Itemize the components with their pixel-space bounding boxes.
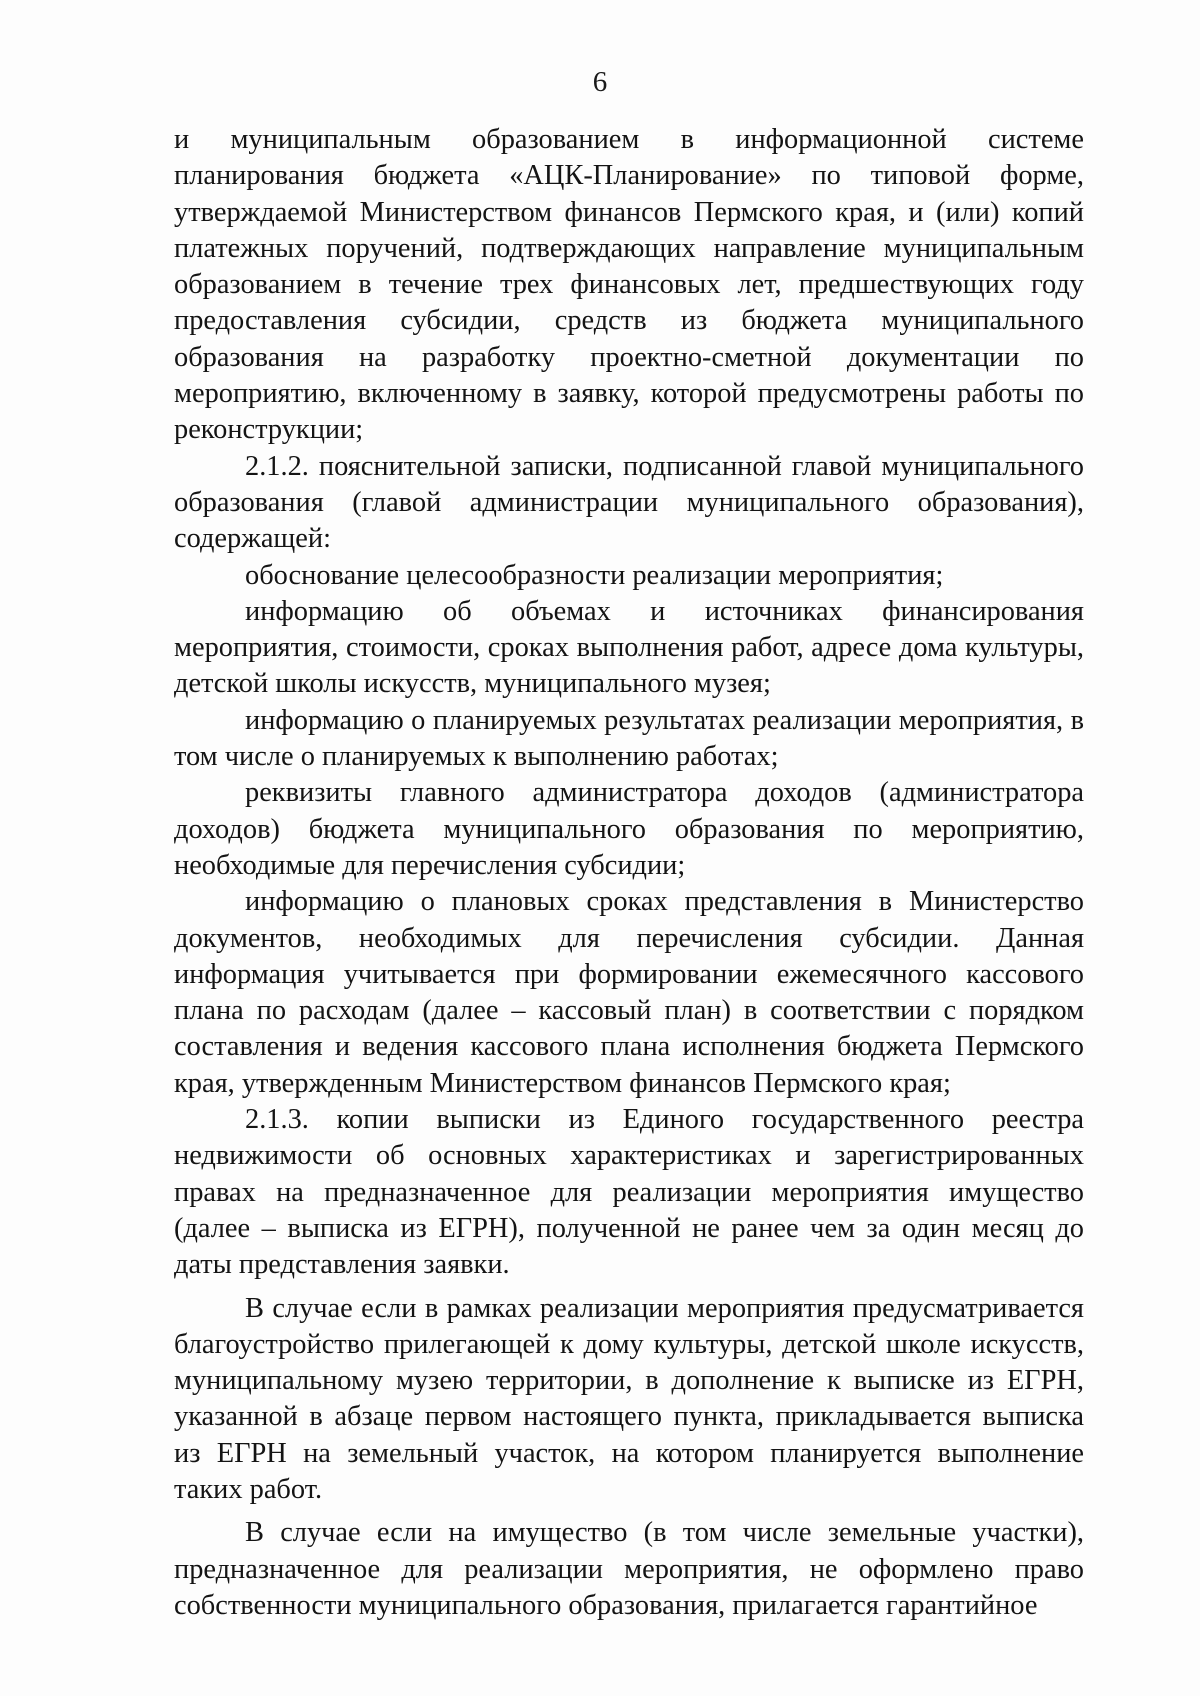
paragraph-schedule-info: информацию о плановых сроках представления в Министерство документов, необходимых для перечисления субсидии. Данная информация учитывается при формировании ежемесячного кассового плана по расходам (далее – кассовый план) в соответствии с порядком составления и ведения кассового плана исполнения бюджета Пермского края, утвержденным Министерством финансов Пермского края; — [174, 886, 1084, 1099]
paragraph-2-1-2: 2.1.2. пояснительной записки, подписанной главой муниципального образования (главой администрации муниципального образования), содержащей: — [174, 450, 1084, 555]
paragraph-ownership-case: В случае если на имущество (в том числе земельные участки), предназначенное для реализации мероприятия, не оформлено право собственности муниципального образования, прилагается гарантийное — [174, 1517, 1084, 1621]
paragraph-landscaping-case: В случае если в рамках реализации мероприятия предусматривается благоустройство прилегающей к дому культуры, детской школе искусств, муниципальному музею территории, в дополнение к выписке из ЕГРН, указанной в абзаце первом настоящего пункта, прикладывается выписка из ЕГРН на земельный участок, на котором планируется выполнение таких работ. — [174, 1292, 1084, 1505]
paragraph-planned-results: информацию о планируемых результатах реализации мероприятия, в том числе о планируемых к выполнению работах; — [174, 704, 1084, 773]
paragraph-financing-info: информацию об объемах и источниках финансирования мероприятия, стоимости, сроках выполнения работ, адресе дома культуры, детской школы искусств, муниципального музея; — [174, 595, 1084, 700]
paragraph-justification: обоснование целесообразности реализации мероприятия; — [245, 559, 944, 591]
document-body — [174, 122, 1084, 1624]
paragraph-continuation: и муниципальным образованием в информационной системе планирования бюджета «АЦК-Планирование» по типовой форме, утверждаемой Министерством финансов Пермского края, и (или) копий платежных поручений, подтверждающих направление муниципальным образованием в течение трех финансовых лет, предшествующих году предоставления субсидии, средств из бюджета муниципального образования на разработку проектно-сметной документации по мероприятию, включенному в заявку, которой предусмотрены работы по реконструкции; — [174, 124, 1084, 446]
paragraph-2-1-3: 2.1.3. копии выписки из Единого государственного реестра недвижимости об основных характеристиках и зарегистрированных правах на предназначенное для реализации мероприятия имущество (далее – выписка из ЕГРН), полученной не ранее чем за один месяц до даты представления заявки. — [174, 1104, 1084, 1281]
page-number: 6 — [592, 66, 608, 98]
paragraph-administrator-details: реквизиты главного администратора доходов (администратора доходов) бюджета муниципального образования по мероприятию, необходимые для перечисления субсидии; — [174, 777, 1084, 881]
